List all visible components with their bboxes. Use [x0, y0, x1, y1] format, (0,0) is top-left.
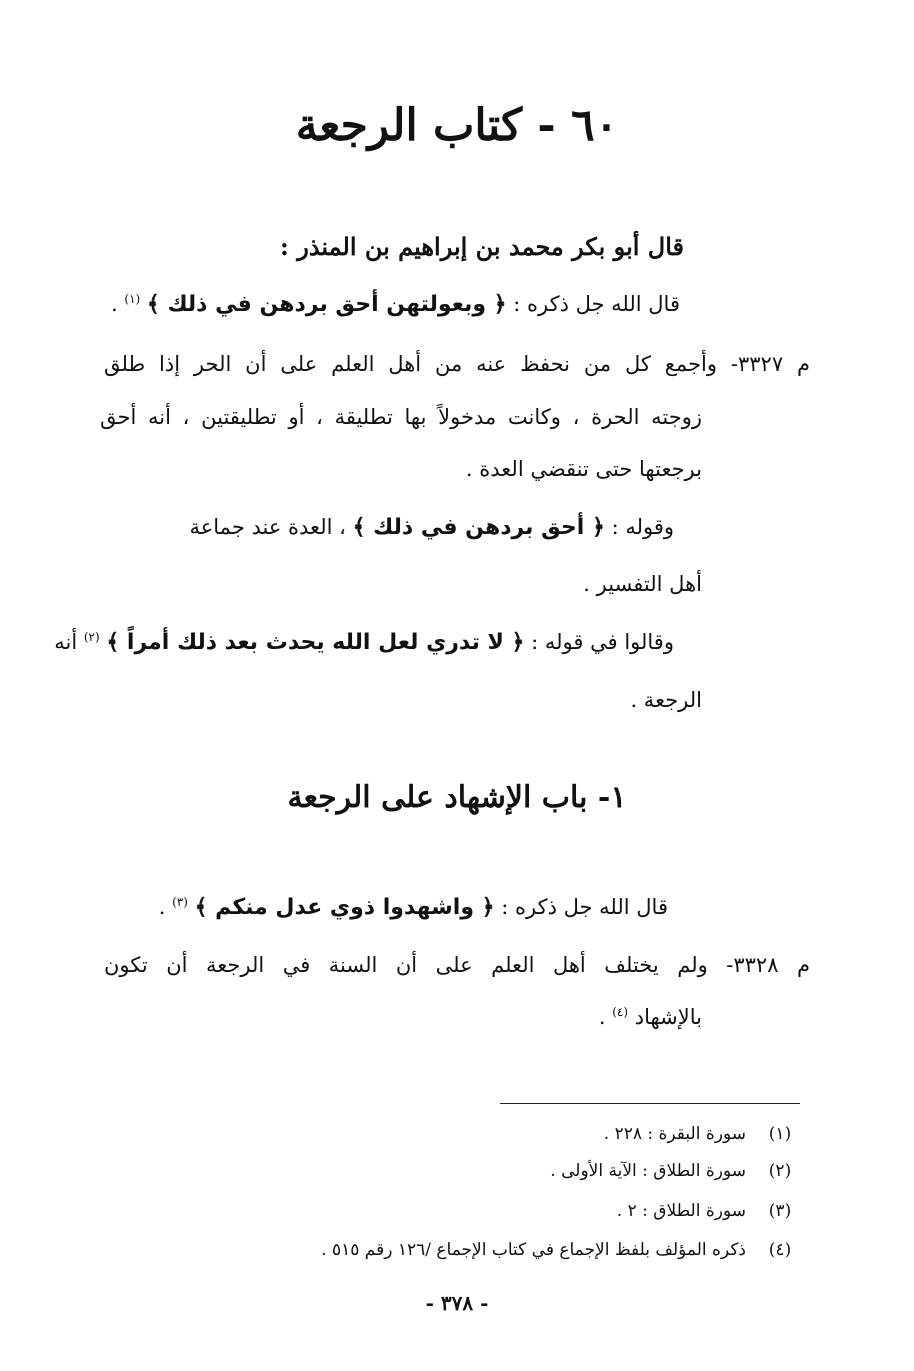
paragraph-3327-line-1: م ٣٣٢٧- وأجمع كل من نحفظ عنه من أهل العلم على أن الحر إذا طلق [104, 352, 810, 376]
footnote-text: سورة الطلاق : ٢ . [616, 1201, 746, 1221]
footnote-ref: (١) [124, 292, 141, 306]
footnote-ref: (٤) [612, 1005, 629, 1019]
paragraph-3327-line-3: برجعتها حتى تنقضي العدة . [465, 457, 702, 481]
paragraph-2-line-2: أهل التفسير . [583, 572, 702, 596]
quran-verse: ﴿ لا تدري لعل الله يحدث بعد ذلك أمراً ﴾ [106, 630, 525, 655]
footnote-ref: (٢) [83, 630, 100, 644]
footnote-divider [500, 1103, 800, 1104]
section-title: ١- باب الإشهاد على الرجعة [287, 780, 627, 815]
paragraph-suffix: ، العدة عند جماعة [189, 515, 346, 539]
paragraph-suffix: . [598, 1005, 606, 1029]
verse-suffix: . [111, 292, 118, 316]
verse-suffix: . [158, 895, 166, 919]
paragraph-3-line-1 [54, 630, 674, 655]
footnote-text: سورة البقرة : ٢٢٨ . [603, 1124, 746, 1144]
quran-verse: ﴿ أحق بردهن في ذلك ﴾ [352, 515, 605, 540]
paragraph-3328-line-2 [599, 1005, 702, 1029]
footnote-1 [604, 1124, 800, 1144]
paragraph-3328-line-1: م ٣٣٢٨- ولم يختلف أهل العلم على أن السنة في الرجعة أن تكون [104, 953, 811, 977]
quran-verse: ﴿ واشهدوا ذوي عدل منكم ﴾ [194, 895, 495, 920]
footnote-number: (٤) [768, 1240, 792, 1260]
footnote-4 [321, 1240, 800, 1260]
quran-verse: ﴿ وبعولتهن أحق بردهن في ذلك ﴾ [146, 292, 507, 317]
verse-prefix: قال الله جل ذكره : [501, 895, 668, 919]
footnote-text: سورة الطلاق : الآية الأولى . [550, 1161, 746, 1181]
paragraph-3327-line-2: زوجته الحرة ، وكانت مدخولاً بها تطليقة ، أو تطليقتين ، أنه أحق [100, 405, 702, 429]
page-number: - ٣٧٨ - [425, 1291, 489, 1315]
verse-line-2 [159, 895, 668, 920]
footnote-2 [550, 1161, 800, 1181]
paragraph-suffix: أنه [54, 630, 78, 654]
verse-line-1 [111, 292, 680, 317]
paragraph-prefix: وقالوا في قوله : [531, 630, 674, 654]
paragraph-3-line-2: الرجعة . [630, 688, 702, 712]
chapter-title: ٦٠ - كتاب الرجعة [295, 100, 619, 151]
footnote-3 [617, 1201, 800, 1221]
paragraph-prefix: وقوله : [611, 515, 674, 539]
footnote-number: (٢) [768, 1161, 792, 1181]
verse-prefix: قال الله جل ذكره : [513, 292, 680, 316]
footnote-number: (٣) [768, 1201, 792, 1221]
paragraph-2-line-1 [189, 515, 674, 540]
footnote-text: ذكره المؤلف بلفظ الإجماع في كتاب الإجماع /١٢٦ رقم ٥١٥ . [321, 1240, 746, 1260]
intro-line: قال أبو بكر محمد بن إبراهيم بن المنذر : [280, 232, 684, 261]
footnote-number: (١) [768, 1124, 792, 1144]
paragraph-text: بالإشهاد [634, 1005, 702, 1029]
footnote-ref: (٣) [172, 895, 188, 909]
